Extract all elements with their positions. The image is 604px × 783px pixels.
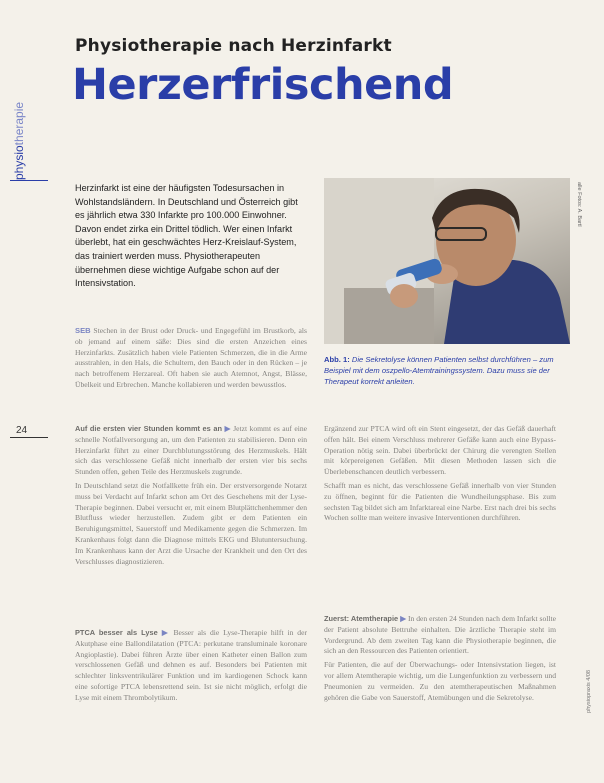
body-paragraph: PTCA besser als Lyse ▶ Besser als die Lyse-Therapie hilft in der Akutphase eine Ballondilatation (PTCA: perkutane transluminale koronare Angioplastie). Dabei führen Ärzte über einen Katheter einen Ballon zum verschlossenen Gefäß und dehnen es auf. Besonders bei Patienten mit schlechter linksventrikulärer Funktion und im kardiogenen Schock kann eine sofortige PTCA lebensrettend sein. Ist sie nicht möglich, erfolgt die Lyse mit einem Thrombolytikum. xyxy=(75,628,307,702)
photo-caption xyxy=(324,354,570,387)
article-headline: Herzerfrischend xyxy=(72,60,454,110)
body-column-1-bottom xyxy=(75,628,307,707)
page-number: 24 xyxy=(16,425,28,436)
side-rule xyxy=(10,180,48,181)
body-paragraph: SEB Stechen in der Brust oder Druck- und Engegefühl im Brustkorb, als ob jemand auf einem säße: Dies sind die ersten Anzeichen eines Herzinfarkts. Zusätzlich haben viele Patienten Schmerzen, die in die Arme ausstrahlen, in den Hals, die Schultern, den Bauch oder in den Rücken – je nach betroffenem Herzareal. Oft haben sie auch Atemnot, Angst, Blässe, Übelkeit und Erbrechen. Manche kollabieren und werden bewusstlos. xyxy=(75,326,307,389)
body-paragraph: Auf die ersten vier Stunden kommt es an ▶ Jetzt kommt es auf eine schnelle Notfallversorgung an, um den Patienten zu stabilisieren. Denn ein Herzinfarkt führt zu einer Durchblutungsstörung des Herzmuskels. Hält sich das verschlossene Gefäß nicht innerhalb der ersten vier bis sechs Stunden offen, gehen Teile des Herzmuskels zugrunde. xyxy=(75,424,307,477)
arrow-icon: ▶ xyxy=(400,614,406,623)
body-column-2-bottom xyxy=(324,614,556,706)
subhead: PTCA besser als Lyse ▶ xyxy=(75,628,170,637)
caption-text: Die Sekretolyse können Patienten selbst durchführen – zum Beispiel mit dem oszpello-Atemtrainingssystem. Dazu muss sie der Therapeut korrekt anleiten. xyxy=(324,355,554,386)
body-paragraph: In Deutschland setzt die Notfallkette früh ein. Der erstversorgende Notarzt muss bei Verdacht auf Infarkt schon am Ort des Geschehens mit der Lyse-Therapie beginnen. Dabei versucht er, mit einem Blutplättchenhemmer den Blutfluss wieder herzustellen. Zudem gibt er dem Patienten ein Beruhigungsmittel, Sauerstoff und Medikamente gegen die Schmerzen. Im Krankenhaus folgt dann die Diagnose mittels EKG und Blutuntersuchung. Im Krankenhaus kann der Arzt die Ursache der Krankheit und den Ort des Verschlusses diagnostizieren. xyxy=(75,480,307,566)
body-paragraph: Schafft man es nicht, das verschlossene Gefäß innerhalb von vier Stunden zu öffnen, beginnt für die Patienten die Wundheilungsphase. Bis zum sechsten Tag bildet sich am Infarktareal eine Narbe. Erst nach drei bis sechs Wochen sollte man weitere invasive Interventionen durchführen. xyxy=(324,480,556,523)
issue-reference: physiopraxis 4/08 xyxy=(586,670,592,713)
arrow-icon: ▶ xyxy=(161,628,170,637)
section-label: physiotherapie xyxy=(12,101,26,180)
body-column-1-top xyxy=(75,326,307,394)
caption-label: Abb. 1: xyxy=(324,355,350,364)
subhead: Zuerst: Atemtherapie ▶ xyxy=(324,614,406,623)
body-paragraph: Ergänzend zur PTCA wird oft ein Stent eingesetzt, der das Gefäß dauerhaft offen hält. Bei einem Verschluss mehrerer Gefäße kann auch eine Bypass-Operation nötig sein. Dabei überbrückt der Chirurg die verengten Stellen mit körpereigenen Gefäßen. Mit diesen Methoden lassen sich die Überlebenschancen deutlich verbessern. xyxy=(324,424,556,477)
arrow-icon: ▶ xyxy=(224,424,231,433)
photo-illustration xyxy=(324,178,570,344)
article-kicker: Physiotherapie nach Herzinfarkt xyxy=(75,36,392,56)
article-marker: SEB xyxy=(75,326,91,335)
subhead: Auf die ersten vier Stunden kommt es an ▶ xyxy=(75,424,231,433)
page-number-rule xyxy=(10,437,48,438)
photo-credit: alle Fotos: A. Bartl xyxy=(576,182,582,227)
body-paragraph: Für Patienten, die auf der Überwachungs- oder Intensivstation liegen, ist vor allem Atemtherapie wichtig, um die Lungenfunktion zu verbessern und Pneumonien zu vermeiden. Zu den atemtherapeutischen Maßnahmen gehören die Gabe von Sauerstoff, Atemübungen und die Sekretolyse. xyxy=(324,660,556,702)
body-column-2-top xyxy=(324,424,556,527)
body-column-1-middle xyxy=(75,424,307,570)
article-intro: Herzinfarkt ist eine der häufigsten Todesursachen in Wohlstandsländern. In Deutschland und Österreich gibt es jährlich etwa 330 Infarkte pro 100.000 Einwohner. Davon endet zirka ein Drittel tödlich. Wer einen Infarkt überlebt, hat ein geschwächtes Herz-Kreislauf-System, das trainiert werden muss. Physiotherapeuten übernehmen diese wichtige Aufgabe schon auf der Intensivstation. xyxy=(75,183,298,289)
body-paragraph: Zuerst: Atemtherapie ▶ In den ersten 24 Stunden nach dem Infarkt sollte der Patient absolute Bettruhe einhalten. Die ärztliche Therapie steht im Vordergrund. Ab dem zweiten Tag kann die Physiotherapie beginnen, die sich an den Ressourcen des Patienten orientiert. xyxy=(324,614,556,656)
article-photo xyxy=(324,178,570,344)
